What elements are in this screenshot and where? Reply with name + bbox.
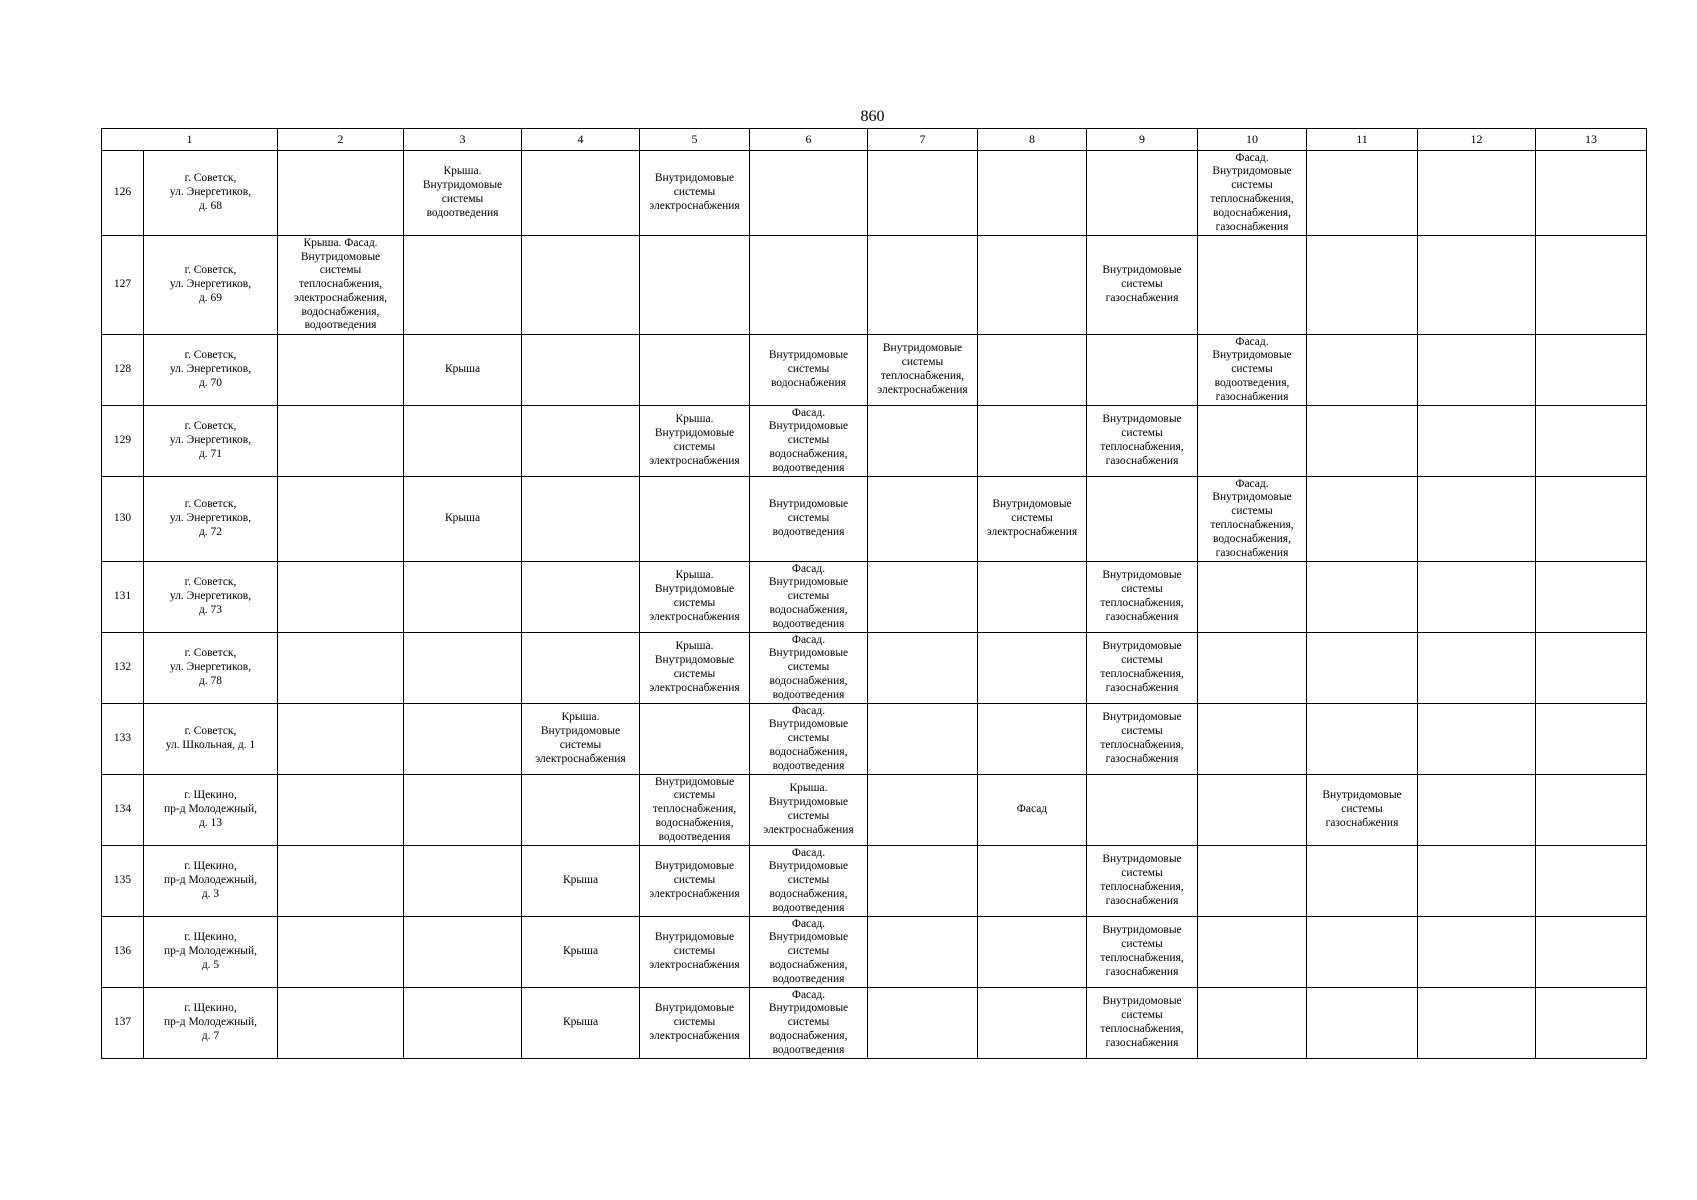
address-cell: г. Советск, ул. Энергетиков, д. 68 (144, 151, 278, 236)
work-cell-col-7 (868, 477, 978, 562)
column-header: 12 (1418, 129, 1536, 151)
work-cell-col-2 (278, 633, 404, 704)
work-cell-col-9 (1087, 775, 1198, 846)
work-cell-col-11 (1307, 406, 1418, 477)
work-cell-col-11 (1307, 988, 1418, 1059)
row-number-cell: 137 (102, 988, 144, 1059)
work-cell-col-6: Фасад. Внутридомовые системы водоснабжения, водоотведения (750, 562, 868, 633)
work-cell-col-4: Крыша (522, 917, 640, 988)
work-cell-col-6: Фасад. Внутридомовые системы водоснабжения, водоотведения (750, 917, 868, 988)
work-cell-col-2 (278, 917, 404, 988)
work-cell-col-3: Крыша (404, 477, 522, 562)
work-cell-col-13 (1536, 477, 1647, 562)
column-header: 5 (640, 129, 750, 151)
work-cell-col-5 (640, 477, 750, 562)
address-cell: г. Щекино, пр-д Молодежный, д. 7 (144, 988, 278, 1059)
work-cell-col-13 (1536, 562, 1647, 633)
work-cell-col-3 (404, 562, 522, 633)
work-cell-col-8 (978, 335, 1087, 406)
work-cell-col-2 (278, 477, 404, 562)
work-cell-col-13 (1536, 846, 1647, 917)
address-cell: г. Щекино, пр-д Молодежный, д. 13 (144, 775, 278, 846)
work-cell-col-9: Внутридомовые системы теплоснабжения, газоснабжения (1087, 633, 1198, 704)
table-row (102, 477, 1647, 562)
work-cell-col-12 (1418, 151, 1536, 236)
column-header: 3 (404, 129, 522, 151)
work-cell-col-13 (1536, 988, 1647, 1059)
work-cell-col-11 (1307, 704, 1418, 775)
work-cell-col-5 (640, 236, 750, 335)
address-cell: г. Советск, ул. Энергетиков, д. 73 (144, 562, 278, 633)
work-cell-col-10 (1198, 917, 1307, 988)
work-cell-col-7 (868, 704, 978, 775)
work-cell-col-4 (522, 477, 640, 562)
work-cell-col-13 (1536, 151, 1647, 236)
work-cell-col-10 (1198, 562, 1307, 633)
work-cell-col-10: Фасад. Внутридомовые системы теплоснабжения, водоснабжения, газоснабжения (1198, 477, 1307, 562)
work-cell-col-3 (404, 775, 522, 846)
work-cell-col-11 (1307, 917, 1418, 988)
work-cell-col-4 (522, 335, 640, 406)
work-cell-col-5: Внутридомовые системы электроснабжения (640, 846, 750, 917)
work-cell-col-7 (868, 633, 978, 704)
work-cell-col-7 (868, 988, 978, 1059)
work-cell-col-9: Внутридомовые системы теплоснабжения, газоснабжения (1087, 917, 1198, 988)
table-row (102, 151, 1647, 236)
work-cell-col-3: Крыша (404, 335, 522, 406)
work-cell-col-2 (278, 562, 404, 633)
column-header: 6 (750, 129, 868, 151)
row-number-cell: 133 (102, 704, 144, 775)
work-cell-col-3 (404, 633, 522, 704)
work-cell-col-8 (978, 406, 1087, 477)
row-number-cell: 127 (102, 236, 144, 335)
work-cell-col-9 (1087, 335, 1198, 406)
table-row (102, 704, 1647, 775)
work-cell-col-8: Внутридомовые системы электроснабжения (978, 477, 1087, 562)
table-row (102, 988, 1647, 1059)
column-header: 10 (1198, 129, 1307, 151)
work-cell-col-4: Крыша. Внутридомовые системы электроснабжения (522, 704, 640, 775)
column-header: 4 (522, 129, 640, 151)
work-cell-col-2 (278, 988, 404, 1059)
work-cell-col-6 (750, 236, 868, 335)
work-cell-col-10 (1198, 846, 1307, 917)
work-cell-col-6: Фасад. Внутридомовые системы водоснабжения, водоотведения (750, 846, 868, 917)
address-cell: г. Щекино, пр-д Молодежный, д. 5 (144, 917, 278, 988)
work-cell-col-6: Внутридомовые системы водоотведения (750, 477, 868, 562)
work-cell-col-4 (522, 236, 640, 335)
work-cell-col-10 (1198, 775, 1307, 846)
address-cell: г. Советск, ул. Энергетиков, д. 69 (144, 236, 278, 335)
work-cell-col-6: Фасад. Внутридомовые системы водоснабжения, водоотведения (750, 704, 868, 775)
address-cell: г. Советск, ул. Энергетиков, д. 72 (144, 477, 278, 562)
work-cell-col-8 (978, 151, 1087, 236)
work-cell-col-10 (1198, 236, 1307, 335)
work-cell-col-13 (1536, 704, 1647, 775)
work-cell-col-9: Внутридомовые системы теплоснабжения, газоснабжения (1087, 704, 1198, 775)
work-cell-col-5: Внутридомовые системы электроснабжения (640, 988, 750, 1059)
table-row (102, 917, 1647, 988)
work-cell-col-11 (1307, 562, 1418, 633)
work-cell-col-8 (978, 917, 1087, 988)
address-cell: г. Советск, ул. Энергетиков, д. 70 (144, 335, 278, 406)
column-header: 11 (1307, 129, 1418, 151)
work-cell-col-11 (1307, 236, 1418, 335)
page-number: 860 (860, 108, 885, 125)
work-cell-col-10: Фасад. Внутридомовые системы теплоснабжения, водоснабжения, газоснабжения (1198, 151, 1307, 236)
work-cell-col-6: Крыша. Внутридомовые системы электроснабжения (750, 775, 868, 846)
work-cell-col-4: Крыша (522, 846, 640, 917)
work-cell-col-13 (1536, 917, 1647, 988)
work-cell-col-3 (404, 917, 522, 988)
work-cell-col-2 (278, 846, 404, 917)
work-cell-col-8 (978, 846, 1087, 917)
row-number-cell: 132 (102, 633, 144, 704)
work-cell-col-12 (1418, 988, 1536, 1059)
table-row (102, 236, 1647, 335)
work-cell-col-13 (1536, 335, 1647, 406)
work-cell-col-12 (1418, 704, 1536, 775)
work-cell-col-12 (1418, 236, 1536, 335)
work-cell-col-8 (978, 562, 1087, 633)
work-cell-col-3 (404, 236, 522, 335)
work-cell-col-5: Крыша. Внутридомовые системы электроснабжения (640, 633, 750, 704)
work-cell-col-2 (278, 335, 404, 406)
row-number-cell: 135 (102, 846, 144, 917)
work-cell-col-13 (1536, 236, 1647, 335)
work-cell-col-6: Внутридомовые системы водоснабжения (750, 335, 868, 406)
work-cell-col-11 (1307, 335, 1418, 406)
table-row (102, 846, 1647, 917)
work-cell-col-7 (868, 775, 978, 846)
work-cell-col-8 (978, 236, 1087, 335)
work-cell-col-8 (978, 633, 1087, 704)
work-cell-col-8 (978, 988, 1087, 1059)
row-number-cell: 129 (102, 406, 144, 477)
column-header: 13 (1536, 129, 1647, 151)
work-cell-col-5: Внутридомовые системы электроснабжения (640, 151, 750, 236)
work-cell-col-6: Фасад. Внутридомовые системы водоснабжения, водоотведения (750, 988, 868, 1059)
work-cell-col-6: Фасад. Внутридомовые системы водоснабжения, водоотведения (750, 633, 868, 704)
row-number-cell: 130 (102, 477, 144, 562)
work-cell-col-2 (278, 151, 404, 236)
address-cell: г. Советск, ул. Энергетиков, д. 78 (144, 633, 278, 704)
work-cell-col-4 (522, 633, 640, 704)
work-cell-col-12 (1418, 335, 1536, 406)
row-number-cell: 126 (102, 151, 144, 236)
address-cell: г. Щекино, пр-д Молодежный, д. 3 (144, 846, 278, 917)
work-cell-col-7 (868, 846, 978, 917)
work-cell-col-4 (522, 562, 640, 633)
work-cell-col-11 (1307, 633, 1418, 704)
work-cell-col-3 (404, 406, 522, 477)
work-cell-col-12 (1418, 562, 1536, 633)
work-cell-col-5: Крыша. Внутридомовые системы электроснабжения (640, 406, 750, 477)
column-header: 1 (102, 129, 278, 151)
work-cell-col-13 (1536, 406, 1647, 477)
work-cell-col-4 (522, 406, 640, 477)
work-cell-col-9: Внутридомовые системы теплоснабжения, газоснабжения (1087, 406, 1198, 477)
row-number-cell: 134 (102, 775, 144, 846)
column-header: 9 (1087, 129, 1198, 151)
work-cell-col-10 (1198, 406, 1307, 477)
work-cell-col-6 (750, 151, 868, 236)
work-cell-col-11: Внутридомовые системы газоснабжения (1307, 775, 1418, 846)
work-cell-col-9 (1087, 477, 1198, 562)
work-cell-col-12 (1418, 846, 1536, 917)
work-cell-col-3: Крыша. Внутридомовые системы водоотведения (404, 151, 522, 236)
work-cell-col-9: Внутридомовые системы теплоснабжения, газоснабжения (1087, 846, 1198, 917)
work-cell-col-3 (404, 988, 522, 1059)
schedule-table (101, 128, 1647, 1059)
table-row (102, 335, 1647, 406)
work-cell-col-10 (1198, 704, 1307, 775)
work-cell-col-7 (868, 236, 978, 335)
work-cell-col-11 (1307, 151, 1418, 236)
address-cell: г. Советск, ул. Школьная, д. 1 (144, 704, 278, 775)
work-cell-col-7 (868, 917, 978, 988)
column-header: 8 (978, 129, 1087, 151)
work-cell-col-12 (1418, 406, 1536, 477)
work-cell-col-9: Внутридомовые системы теплоснабжения, газоснабжения (1087, 988, 1198, 1059)
work-cell-col-7 (868, 151, 978, 236)
row-number-cell: 131 (102, 562, 144, 633)
table-row (102, 633, 1647, 704)
work-cell-col-4 (522, 151, 640, 236)
row-number-cell: 136 (102, 917, 144, 988)
work-cell-col-13 (1536, 775, 1647, 846)
work-cell-col-5: Внутридомовые системы теплоснабжения, водоснабжения, водоотведения (640, 775, 750, 846)
work-cell-col-3 (404, 846, 522, 917)
work-cell-col-9: Внутридомовые системы теплоснабжения, газоснабжения (1087, 562, 1198, 633)
work-cell-col-10: Фасад. Внутридомовые системы водоотведения, газоснабжения (1198, 335, 1307, 406)
work-cell-col-7 (868, 562, 978, 633)
table-row (102, 775, 1647, 846)
work-cell-col-7 (868, 406, 978, 477)
column-header: 7 (868, 129, 978, 151)
work-cell-col-3 (404, 704, 522, 775)
work-cell-col-11 (1307, 477, 1418, 562)
work-cell-col-8 (978, 704, 1087, 775)
table-row (102, 406, 1647, 477)
work-cell-col-5: Крыша. Внутридомовые системы электроснабжения (640, 562, 750, 633)
work-cell-col-10 (1198, 633, 1307, 704)
row-number-cell: 128 (102, 335, 144, 406)
work-cell-col-7: Внутридомовые системы теплоснабжения, электроснабжения (868, 335, 978, 406)
work-cell-col-9 (1087, 151, 1198, 236)
work-cell-col-2: Крыша. Фасад. Внутридомовые системы теплоснабжения, электроснабжения, водоснабжения, водоотведения (278, 236, 404, 335)
work-cell-col-5: Внутридомовые системы электроснабжения (640, 917, 750, 988)
work-cell-col-4 (522, 775, 640, 846)
work-cell-col-5 (640, 335, 750, 406)
work-cell-col-9: Внутридомовые системы газоснабжения (1087, 236, 1198, 335)
work-cell-col-11 (1307, 846, 1418, 917)
work-cell-col-6: Фасад. Внутридомовые системы водоснабжения, водоотведения (750, 406, 868, 477)
work-cell-col-12 (1418, 917, 1536, 988)
work-cell-col-13 (1536, 633, 1647, 704)
address-cell: г. Советск, ул. Энергетиков, д. 71 (144, 406, 278, 477)
work-cell-col-8: Фасад (978, 775, 1087, 846)
work-cell-col-2 (278, 406, 404, 477)
column-header: 2 (278, 129, 404, 151)
table-row (102, 562, 1647, 633)
work-cell-col-12 (1418, 633, 1536, 704)
work-cell-col-2 (278, 775, 404, 846)
work-cell-col-12 (1418, 477, 1536, 562)
work-cell-col-5 (640, 704, 750, 775)
header-row (102, 129, 1647, 151)
work-cell-col-10 (1198, 988, 1307, 1059)
work-cell-col-4: Крыша (522, 988, 640, 1059)
work-cell-col-2 (278, 704, 404, 775)
work-cell-col-12 (1418, 775, 1536, 846)
